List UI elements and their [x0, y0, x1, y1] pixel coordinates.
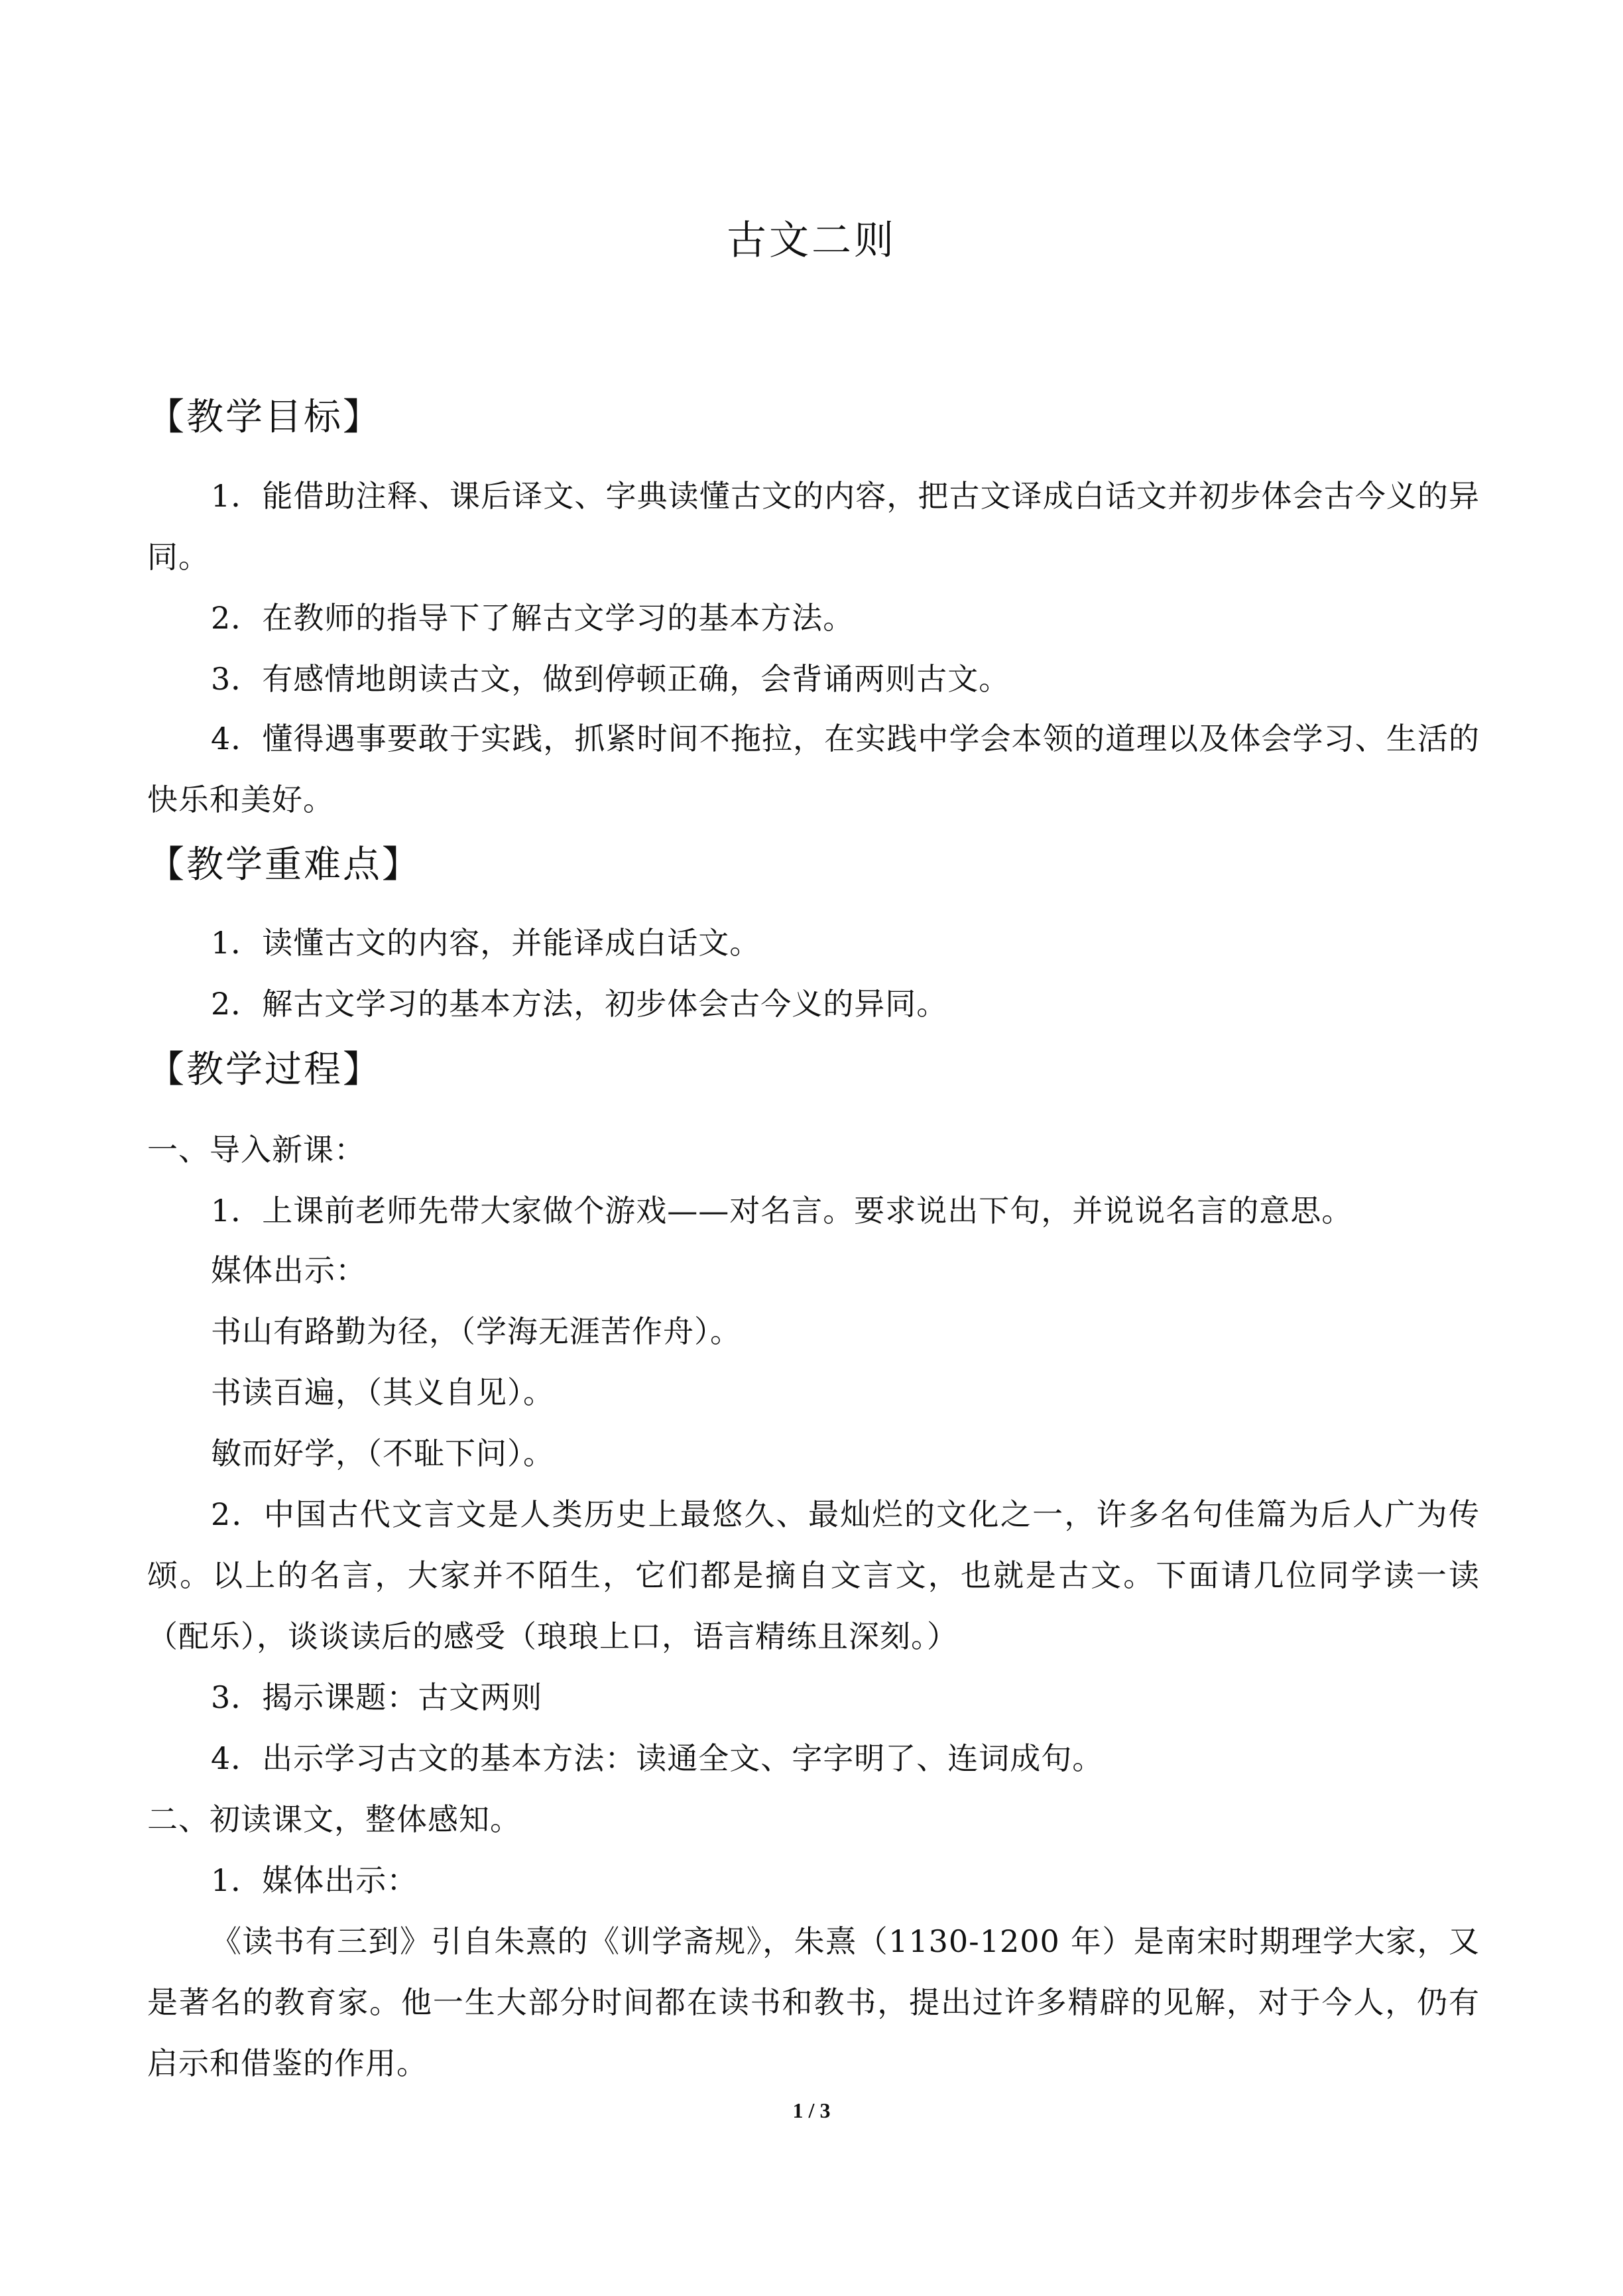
process-part1-item-2: 2．中国古代文言文是人类历史上最悠久、最灿烂的文化之一，许多名句佳篇为后人广为传颂。以上的名言，大家并不陌生，它们都是摘自文言文，也就是古文。下面请几位同学读一读（配乐），谈谈读后的感受（琅琅上口，语言精练且深刻。）: [147, 1496, 1480, 1654]
process-part1-item-4: 4．出示学习古文的基本方法：读通全文、字字明了、连词成句。: [211, 1740, 1104, 1776]
section-heading-process: 【教学过程】: [147, 1048, 382, 1091]
process-part1-title: 一、导入新课：: [147, 1132, 365, 1168]
objective-item-2: 2．在教师的指导下了解古文学习的基本方法。: [211, 600, 855, 636]
section-heading-key-points: 【教学重难点】: [147, 843, 421, 886]
process-part2-item-2: 《读书有三到》引自朱熹的《训学斋规》，朱熹（1130-1200 年）是南宋时期理学大家，又是著名的教育家。他一生大部分时间都在读书和教书，提出过许多精辟的见解，对于今人，仍有启示和借鉴的作用。: [147, 1923, 1480, 2081]
quote-line-1: 书山有路勤为径，（学海无涯苦作舟）。: [211, 1313, 741, 1349]
key-point-item-2: 2．解古文学习的基本方法，初步体会古今义的异同。: [211, 986, 948, 1022]
quote-line-3: 敏而好学，（不耻下问）。: [211, 1435, 554, 1471]
process-part1-item-1: 1．上课前老师先带大家做个游戏——对名言。要求说出下句，并说说名言的意思。: [211, 1193, 1353, 1229]
key-point-item-1: 1．读懂古文的内容，并能译成白话文。: [211, 925, 761, 961]
process-part1-item-3: 3．揭示课题：古文两则: [211, 1679, 543, 1715]
section-heading-objectives: 【教学目标】: [147, 396, 382, 439]
quote-line-2: 书读百遍，（其义自见）。: [211, 1374, 554, 1410]
objective-item-3: 3．有感情地朗读古文，做到停顿正确，会背诵两则古文。: [211, 661, 1010, 697]
page-number: 1 / 3: [792, 2098, 831, 2122]
process-part2-item-1: 1．媒体出示：: [211, 1862, 418, 1898]
objective-item-4: 4．懂得遇事要敢于实践，抓紧时间不拖拉，在实践中学会本领的道理以及体会学习、生活的快乐和美好。: [147, 721, 1480, 817]
objective-item-1: 1．能借助注释、课后译文、字典读懂古文的内容，把古文译成白话文并初步体会古今义的异同。: [147, 478, 1480, 575]
page-title: 古文二则: [727, 217, 896, 264]
process-part2-title: 二、初读课文，整体感知。: [147, 1801, 521, 1837]
media-display-label: 媒体出示：: [211, 1252, 367, 1288]
